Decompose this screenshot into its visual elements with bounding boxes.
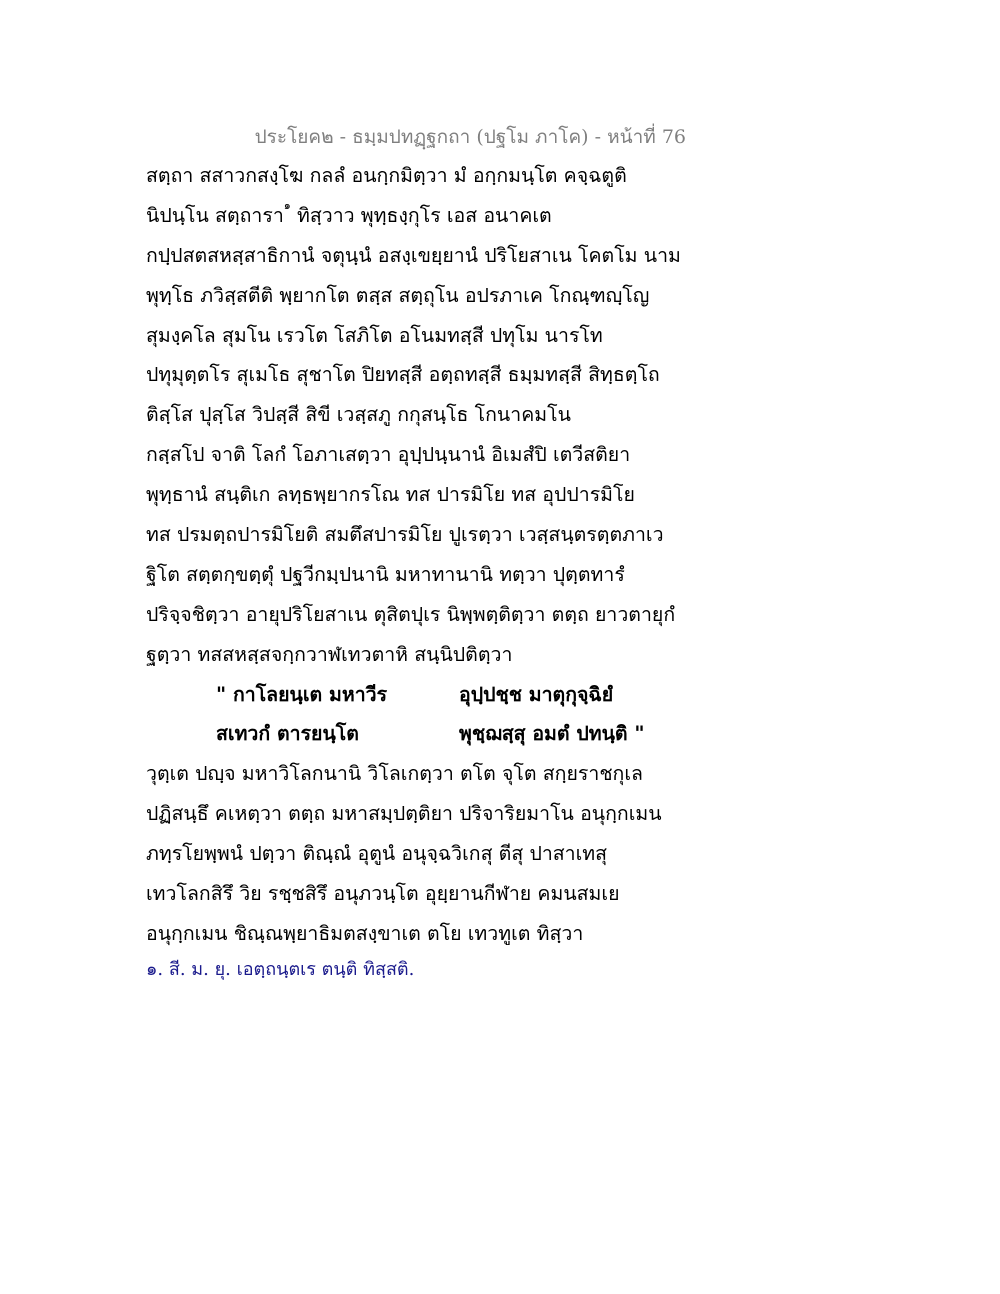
text-segment: ทิสฺวาว พุทฺธงฺกุโร เอส อนาคเต — [296, 203, 552, 227]
verse-half-line: สเทวกํ ตารยนฺโต — [216, 722, 359, 746]
text-line-5: สุมงฺคโล สุมโน เรวโต โสภิโต อโนมทสฺสี ปทุโม นารโท — [146, 323, 603, 347]
text-line-2 — [146, 196, 706, 236]
text-line-11: ฐิโต สตฺตกฺขตฺตุํ ปฐวีกมฺปนานิ มหาทานานิ ทตฺวา ปุตฺตทารํ — [146, 562, 625, 586]
text-line-18: อนุกฺกเมน ชิณฺณพฺยาธิมตสงฺขาเต ตโย เทวทูเต ทิสฺวา — [146, 921, 584, 945]
text-line-9: พุทฺธานํ สนฺติเก ลทฺธพฺยากรโณ ทส ปารมิโย ทส อุปปารมิโย — [146, 483, 635, 507]
text-line-12: ปริจฺจชิตฺวา อายุปริโยสาเน ตุสิตปุเร นิพฺพตฺติตฺวา ตตฺถ ยาวตายุกํ — [146, 602, 676, 626]
verse-half-line: พุชฺฌสฺสุ อมตํ ปทนฺติ " — [459, 722, 645, 746]
text-line-4: พุทฺโธ ภวิสฺสตีติ พฺยากโต ตสฺส สตฺถุโน อปรภาเค โกณฺฑญฺโญ — [146, 283, 650, 307]
text-line-6: ปทุมุตฺตโร สุเมโธ สุชาโต ปิยทสฺสี อตฺถทสฺสี ธมฺมทสฺสี สิทฺธตฺโถ — [146, 363, 660, 387]
running-head: ประโยค๒ - ธมฺมปทฏฺฐกถา (ปฐโม ภาโค) - หน้าที่ 76 — [254, 126, 686, 148]
main-text — [146, 156, 706, 954]
footnote: ๑. สี. ม. ยุ. เอตฺถนฺตเร ตนฺติ ทิสฺสติ. — [146, 959, 415, 980]
verse-line-2 — [146, 714, 706, 754]
text-line-10: ทส ปรมตฺถปารมิโยติ สมตึสปารมิโย ปูเรตฺวา เวสฺสนฺตรตฺตภาเว — [146, 523, 664, 547]
text-line-17: เทวโลกสิรึ วิย รชฺชสิรึ อนุภวนฺโต อุยฺยานกีฬาย คมนสมเย — [146, 882, 620, 906]
text-line-3: กปฺปสตสหสฺสาธิกานํ จตุนฺนํ อสงฺเขยฺยานํ ปริโยสาเน โคตโม นาม — [146, 243, 681, 267]
text-segment: นิปนฺโน สตฺถารา — [146, 203, 284, 227]
text-line-7: ติสฺโส ปุสฺโส วิปสฺสี สิขี เวสฺสภู กกุสนฺโธ โกนาคมโน — [146, 403, 571, 427]
text-line-14: วุตฺเต ปญฺจ มหาวิโลกนานิ วิโลเกตฺวา ตโต จุโต สกฺยราชกุเล — [146, 762, 643, 786]
text-line-1: สตฺถา สสาวกสงฺโฆ กลลํ อนกฺกมิตฺวา มํ อกฺกมนฺโต คจฺฉตูติ — [146, 164, 627, 187]
verse-line-1 — [146, 675, 706, 715]
text-line-15: ปฏิสนฺธึ คเหตฺวา ตตฺถ มหาสมฺปตฺติยา ปริจาริยมาโน อนุกฺกเมน — [146, 802, 662, 826]
text-line-13: ฐตฺวา ทสสหสฺสจกฺกวาฬเทวตาหิ สนฺนิปติตฺวา — [146, 642, 513, 666]
verse-half-line: " กาโลยนฺเต มหาวีร — [216, 682, 388, 706]
footnote-marker: ๑ — [283, 198, 291, 212]
text-line-8: กสฺสโป จาติ โลกํ โอภาเสตฺวา อุปฺปนฺนานํ อิเมสํปิ เตวีสติยา — [146, 443, 631, 467]
verse-half-line: อุปฺปชฺช มาตุกุจฺฉิยํ — [459, 682, 614, 706]
text-line-16: ภทฺรโยพฺพนํ ปตฺวา ติณฺณํ อุตูนํ อนุจฺฉวิเกสุ ตีสุ ปาสาเทสุ — [146, 842, 608, 866]
